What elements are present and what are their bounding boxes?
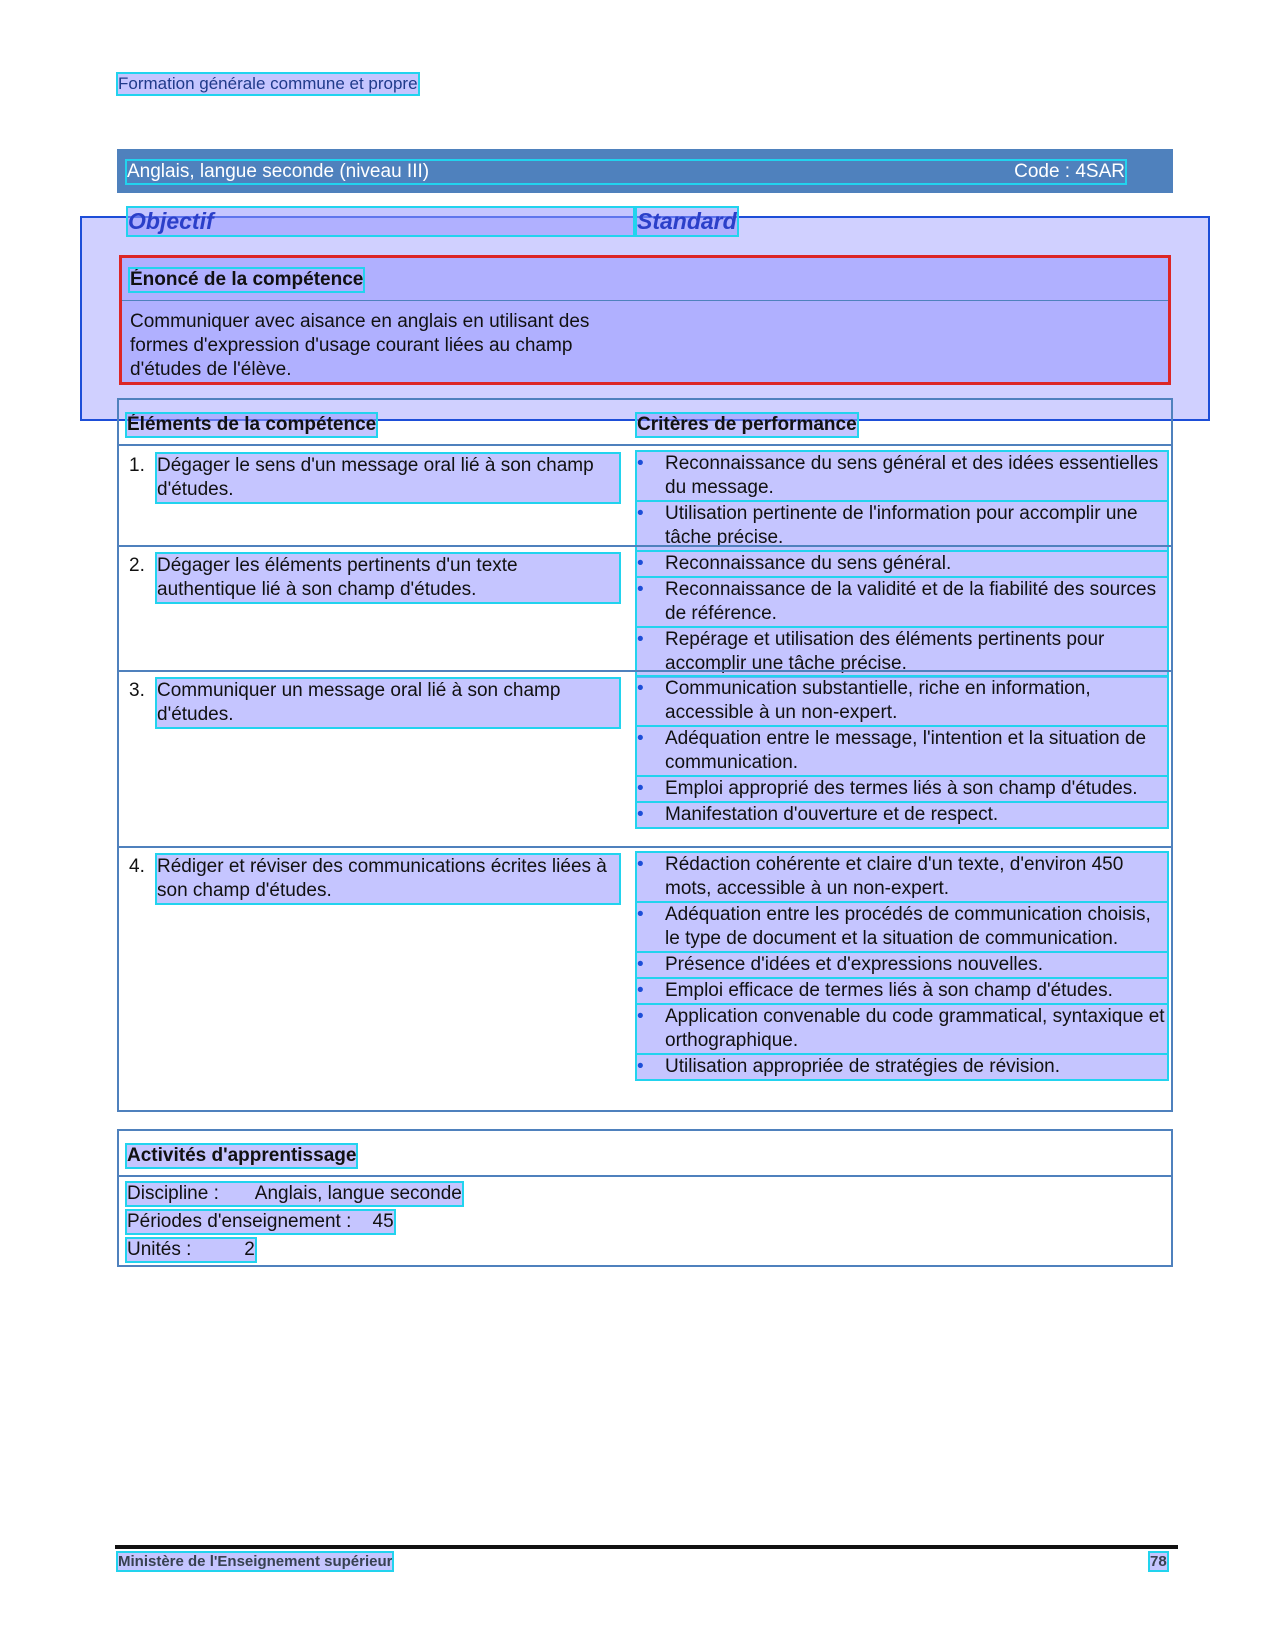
row-divider <box>119 670 1171 672</box>
bullet-icon: • <box>637 553 644 574</box>
bullet-icon: • <box>637 1056 644 1077</box>
divider <box>122 300 1168 301</box>
standard-heading: Standard <box>637 208 737 234</box>
bullet-icon: • <box>637 980 644 1001</box>
divider <box>119 1175 1171 1177</box>
criterion: • Repérage et utilisation des éléments pertinents pour accomplir une tâche précise. <box>637 628 1167 676</box>
footer-rule <box>115 1545 1178 1549</box>
learning-activities-box <box>117 1129 1173 1267</box>
bullet-icon: • <box>637 453 644 474</box>
competency-statement-text: Communiquer avec aisance en anglais en utilisant des formes d'expression d'usage courant liées au champ d'études de l'élève. <box>130 311 590 380</box>
element-number: 3. <box>129 680 145 701</box>
bullet-icon: • <box>637 778 644 799</box>
criterion: • Rédaction cohérente et claire d'un texte, d'environ 450 mots, accessible à un non-expert. <box>637 853 1167 901</box>
footer-ministry: Ministère de l'Enseignement supérieur <box>118 1553 393 1570</box>
course-title-bar <box>117 149 1173 193</box>
criterion: • Application convenable du code grammatical, syntaxique et orthographique. <box>637 1005 1167 1053</box>
element-row-2 <box>129 554 619 602</box>
row-divider <box>119 545 1171 547</box>
element-text: Dégager les éléments pertinents d'un texte authentique lié à son champ d'études. <box>157 554 619 602</box>
bullet-icon: • <box>637 904 644 925</box>
discipline-line: Discipline : Anglais, langue seconde <box>127 1183 462 1204</box>
bullet-icon: • <box>637 629 644 650</box>
row-divider <box>119 846 1171 848</box>
element-text: Dégager le sens d'un message oral lié à son champ d'études. <box>157 454 619 502</box>
criteria-list-1 <box>637 452 1167 552</box>
element-text: Rédiger et réviser des communications écrites liées à son champ d'études. <box>157 855 619 903</box>
criterion: • Utilisation appropriée de stratégies de révision. <box>637 1055 1167 1079</box>
bullet-icon: • <box>637 678 644 699</box>
element-number: 1. <box>129 455 145 476</box>
criterion: • Manifestation d'ouverture et de respect. <box>637 803 1167 827</box>
criteria-list-2 <box>637 552 1167 678</box>
bullet-icon: • <box>637 1006 644 1027</box>
bullet-icon: • <box>637 854 644 875</box>
activities-title: Activités d'apprentissage <box>127 1145 357 1166</box>
criterion: • Emploi approprié des termes liés à son champ d'études. <box>637 777 1167 801</box>
course-code: Code : 4SAR <box>1014 161 1125 182</box>
periods-line: Périodes d'enseignement : 45 <box>127 1211 394 1232</box>
criterion: • Utilisation pertinente de l'information pour accomplir une tâche précise. <box>637 502 1167 550</box>
criterion: • Présence d'idées et d'expressions nouvelles. <box>637 953 1167 977</box>
criteria-list-4 <box>637 853 1167 1081</box>
criterion: • Adéquation entre les procédés de communication choisis, le type de document et la situation de communication. <box>637 903 1167 951</box>
bullet-icon: • <box>637 804 644 825</box>
bullet-icon: • <box>637 503 644 524</box>
page-number: 78 <box>1150 1553 1167 1570</box>
competency-statement-box <box>119 255 1171 385</box>
element-row-3 <box>129 679 619 727</box>
criterion: • Reconnaissance du sens général. <box>637 552 1167 576</box>
criterion: • Communication substantielle, riche en information, accessible à un non-expert. <box>637 677 1167 725</box>
bullet-icon: • <box>637 954 644 975</box>
criterion: • Adéquation entre le message, l'intention et la situation de communication. <box>637 727 1167 775</box>
criteria-list-3 <box>637 677 1167 829</box>
element-text: Communiquer un message oral lié à son champ d'études. <box>157 679 619 727</box>
criteria-header: Critères de performance <box>637 414 857 435</box>
element-row-1 <box>129 454 619 502</box>
running-header: Formation générale commune et propre <box>118 74 418 93</box>
elements-header: Éléments de la compétence <box>127 414 377 435</box>
element-number: 4. <box>129 856 145 877</box>
criterion: • Emploi efficace de termes liés à son champ d'études. <box>637 979 1167 1003</box>
competency-statement-title: Énoncé de la compétence <box>130 269 364 290</box>
element-row-4 <box>129 855 619 903</box>
competency-table <box>117 398 1173 1112</box>
bullet-icon: • <box>637 728 644 749</box>
units-line: Unités : 2 <box>127 1239 255 1260</box>
bullet-icon: • <box>637 579 644 600</box>
criterion: • Reconnaissance du sens général et des idées essentielles du message. <box>637 452 1167 500</box>
course-title: Anglais, langue seconde (niveau III) <box>127 161 430 182</box>
objective-heading: Objectif <box>128 208 633 235</box>
criterion: • Reconnaissance de la validité et de la fiabilité des sources de référence. <box>637 578 1167 626</box>
row-divider <box>119 444 1171 446</box>
element-number: 2. <box>129 555 145 576</box>
